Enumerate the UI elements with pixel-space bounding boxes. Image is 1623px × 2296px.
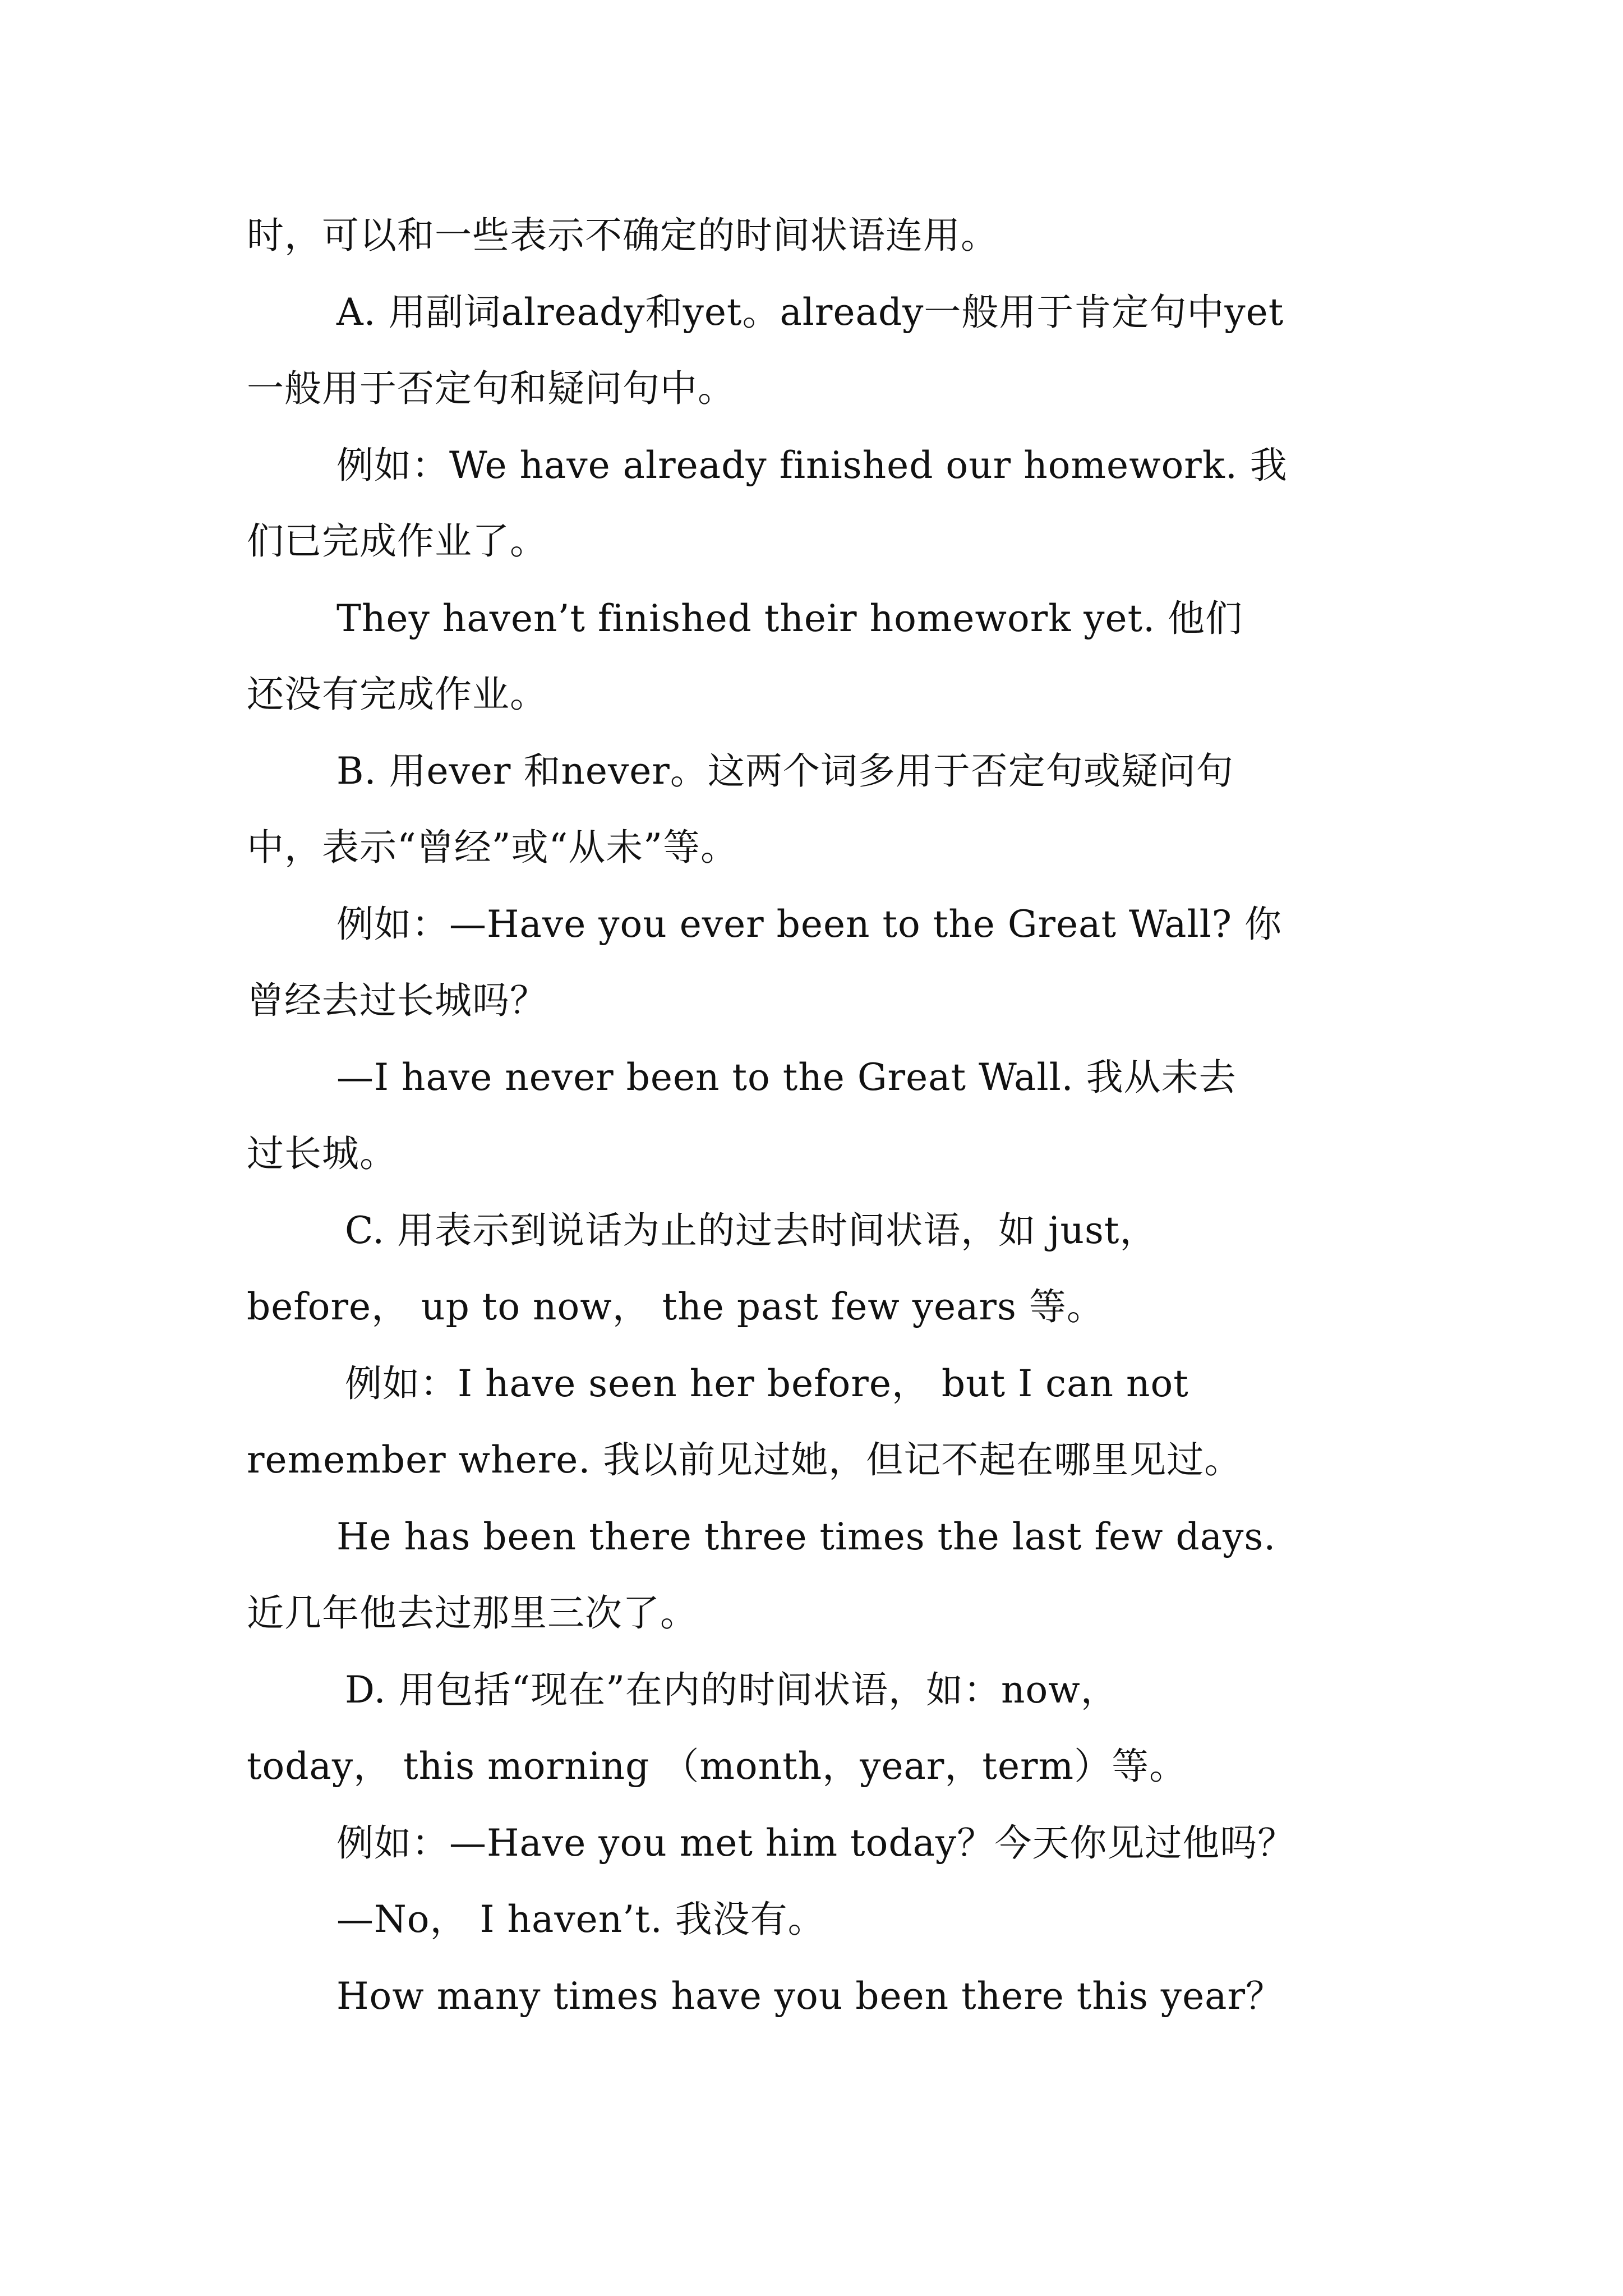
text-line: before， up to now， the past few years 等。 — [247, 1285, 1104, 1328]
text-line: today， this morning （month，year，term）等。 — [247, 1745, 1187, 1788]
text-line: 例如：—Have you ever been to the Great Wall? 你 — [336, 903, 1283, 946]
text-line: —No， I haven’t. 我没有。 — [336, 1898, 826, 1941]
text-line: 例如：We have already finished our homework. 我 — [336, 444, 1288, 487]
text-line: remember where. 我以前见过她，但记不起在哪里见过。 — [247, 1438, 1242, 1481]
text-line: 还没有完成作业。 — [247, 673, 547, 716]
text-line: 时，可以和一些表示不确定的时间状语连用。 — [247, 214, 998, 257]
text-line: B. 用ever 和never。这两个词多用于否定句或疑问句 — [336, 749, 1234, 793]
text-line: D. 用包括“现在”在内的时间状语，如：now， — [345, 1668, 1118, 1711]
text-line: 近几年他去过那里三次了。 — [247, 1591, 698, 1635]
text-line: He has been there three times the last few days. — [336, 1515, 1276, 1558]
text-line: 例如：—Have you met him today？今天你见过他吗？ — [336, 1821, 1295, 1865]
text-line: 曾经去过长城吗？ — [247, 979, 547, 1022]
text-line: 例如：I have seen her before， but I can not — [345, 1362, 1189, 1405]
text-line: 一般用于否定句和疑问句中。 — [247, 367, 735, 410]
text-line: 们已完成作业了。 — [247, 519, 547, 563]
text-line: 中，表示“曾经”或“从未”等。 — [247, 826, 738, 869]
text-line: A. 用副词already和yet。already一般用于肯定句中yet — [336, 291, 1284, 334]
text-line: 过长城。 — [247, 1132, 397, 1175]
text-line: —I have never been to the Great Wall. 我从未去 — [336, 1056, 1237, 1099]
text-line: How many times have you been there this year？ — [336, 1975, 1284, 2018]
text-line: C. 用表示到说话为止的过去时间状语，如 just， — [345, 1209, 1158, 1252]
text-line: They haven’t finished their homework yet. 他们 — [336, 597, 1243, 640]
